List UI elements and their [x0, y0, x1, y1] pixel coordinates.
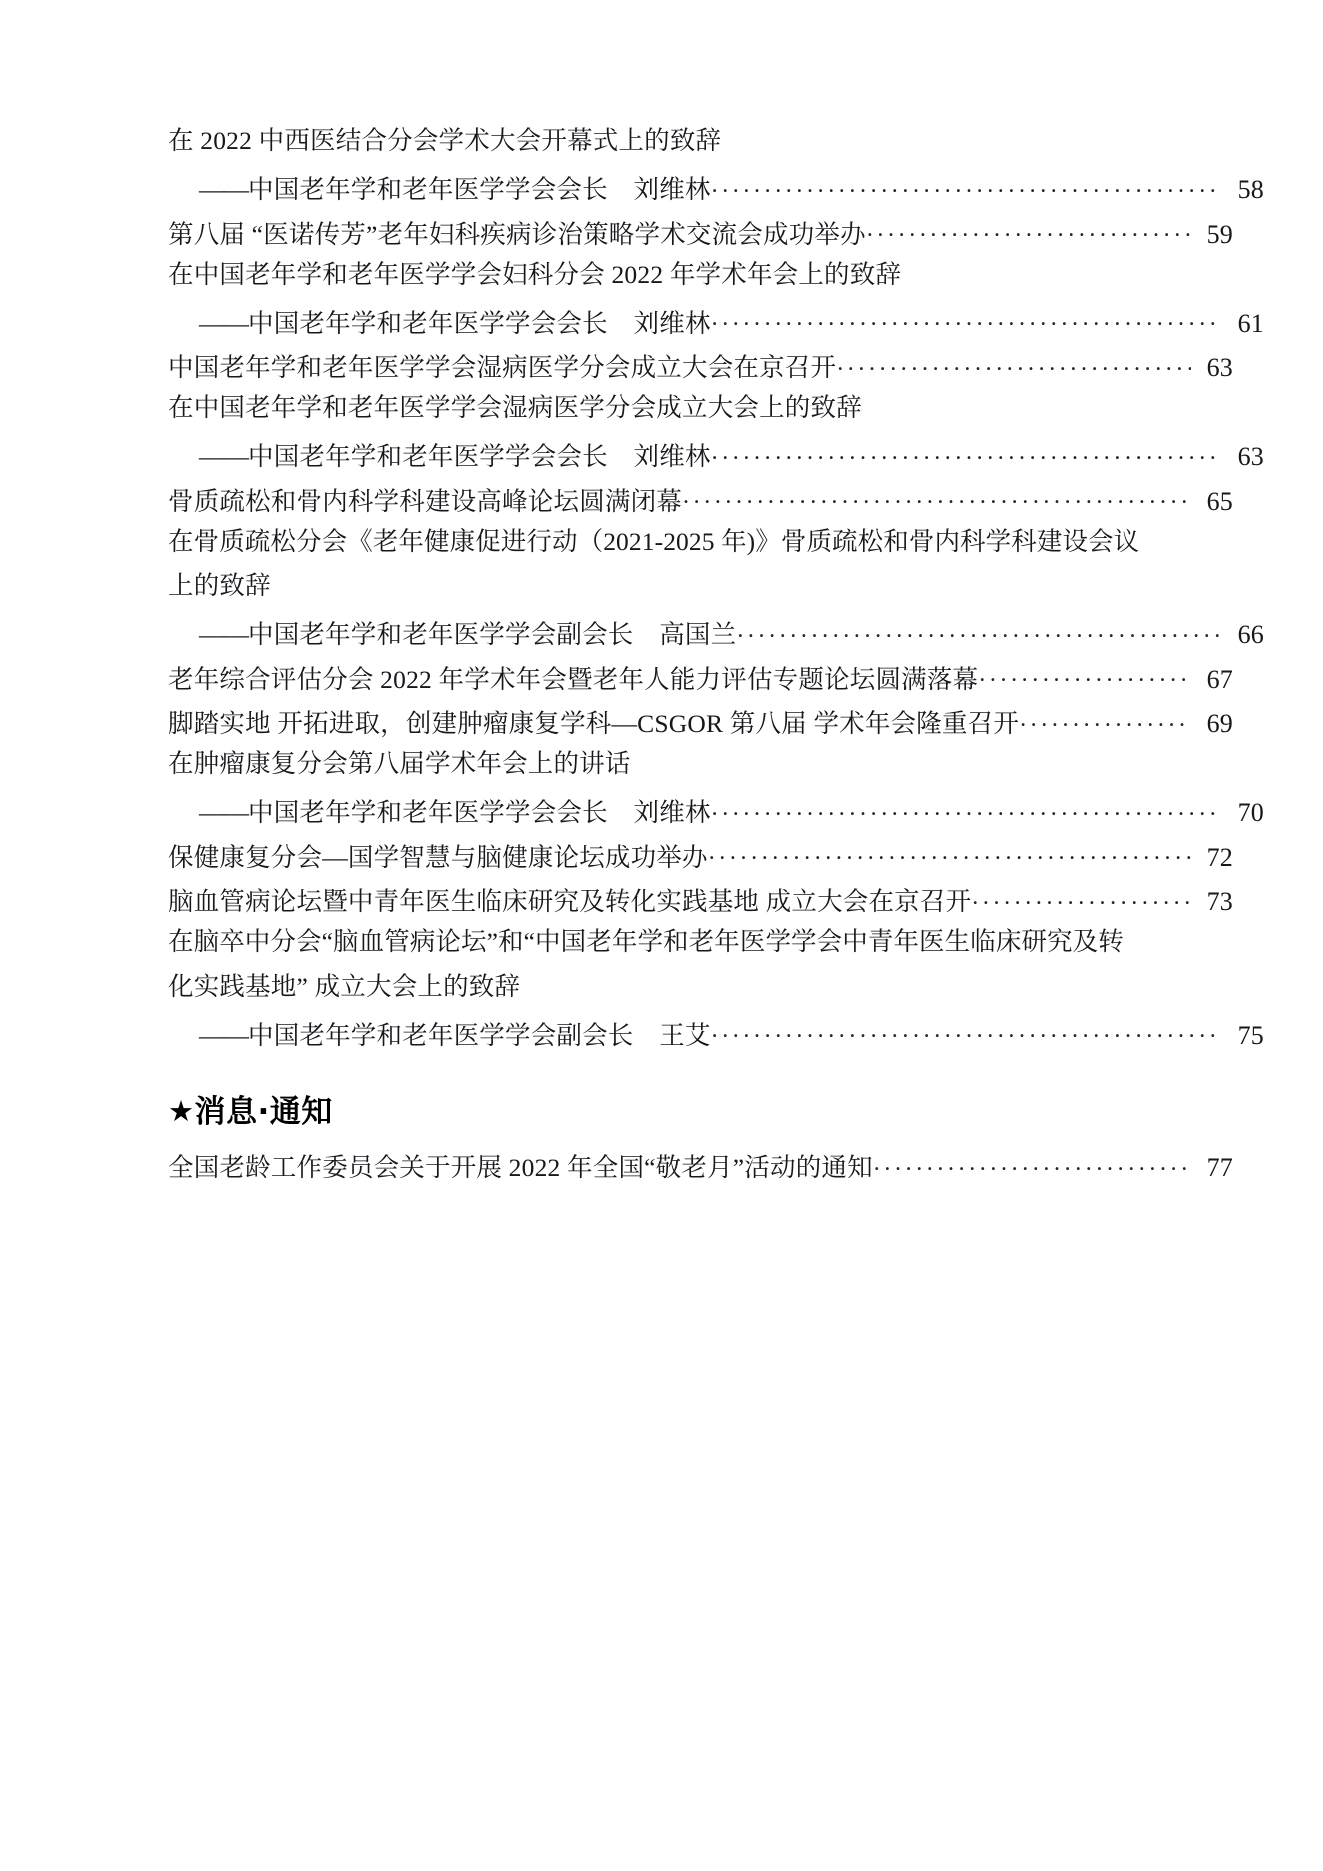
toc-title-line-wrapped — [168, 526, 1233, 574]
toc-entry-text: 化实践基地” 成立大会上的致辞 — [168, 971, 521, 1001]
dot-leader — [683, 484, 1191, 510]
toc-entry-text: —— 中国老年学和老年医学学会副会长 高国兰 — [199, 622, 736, 648]
dot-leader — [712, 306, 1222, 332]
toc-entry-row[interactable] — [168, 707, 1233, 752]
page-number: 66 — [1237, 620, 1264, 649]
page-number: 59 — [1206, 219, 1233, 249]
toc-title-line — [168, 259, 1233, 307]
dot-leader — [712, 1018, 1222, 1044]
dot-leader — [712, 173, 1222, 199]
toc-entry-text: 脑血管病论坛暨中青年医生临床研究及转化实践基地 成立大会在京召开 — [168, 887, 972, 916]
toc-entry-text: 第八届 “医诺传芳”老年妇科疾病诊治策略学术交流会成功举办 — [168, 219, 866, 249]
toc-entry-text: 在脑卒中分会“脑血管病论坛”和“中国老年学和老年医学学会中青年医生临床研究及转 — [168, 927, 1124, 956]
page-number: 75 — [1237, 1020, 1264, 1050]
toc-byline-row[interactable] — [168, 306, 1264, 351]
toc-entry-text: 全国老龄工作委员会关于开展 2022 年全国“敬老月”活动的通知 — [168, 1153, 873, 1182]
section-heading — [168, 1093, 1233, 1130]
toc-entry-text: 骨质疏松和骨内科学科建设高峰论坛圆满闭幕 — [168, 486, 683, 516]
dot-leader — [712, 440, 1222, 466]
page-number: 70 — [1237, 798, 1264, 827]
toc-entry-row[interactable] — [168, 885, 1233, 930]
toc-entry-text: 保健康复分会—国学智慧与脑健康论坛成功举办 — [168, 842, 708, 872]
star-icon: ★ — [168, 1093, 195, 1128]
toc-entry-text: 中国老年学和老年医学学会湿病医学分会成立大会在京召开 — [168, 353, 837, 382]
page-number: 72 — [1206, 842, 1233, 872]
toc-entry-text: 上的致辞 — [168, 571, 271, 600]
toc-entry-text: 老年综合评估分会 2022 年学术年会暨老年人能力评估专题论坛圆满落幕 — [168, 664, 979, 694]
page-number: 65 — [1206, 486, 1233, 516]
table-of-contents — [168, 126, 1264, 1195]
section-heading-label: 消息·通知 — [194, 1093, 333, 1130]
toc-title-line — [168, 395, 1233, 440]
toc-byline-row[interactable] — [168, 440, 1264, 485]
page-number: 77 — [1206, 1153, 1233, 1182]
dot-leader — [979, 662, 1191, 688]
toc-entry-text: 在中国老年学和老年医学学会湿病医学分会成立大会上的致辞 — [168, 393, 862, 422]
page-number: 73 — [1206, 887, 1233, 916]
toc-entry-row[interactable] — [168, 1151, 1233, 1196]
dot-leader — [737, 618, 1222, 644]
toc-entry-text: —— 中国老年学和老年医学学会会长 刘维林 — [199, 800, 711, 826]
page-number: 63 — [1206, 353, 1233, 382]
dot-leader — [972, 885, 1191, 911]
toc-entry-row[interactable] — [168, 484, 1233, 529]
toc-entry-text: —— 中国老年学和老年医学学会会长 刘维林 — [199, 311, 711, 337]
toc-byline-row[interactable] — [168, 618, 1264, 663]
dot-leader — [874, 1151, 1191, 1177]
toc-title-line-continuation — [168, 971, 1233, 1019]
dot-leader — [837, 351, 1191, 377]
toc-entry-row[interactable] — [168, 351, 1233, 396]
page-number: 63 — [1237, 442, 1264, 471]
toc-byline-row[interactable] — [168, 1018, 1264, 1063]
toc-byline-row[interactable] — [168, 796, 1264, 841]
toc-entry-row[interactable] — [168, 840, 1233, 885]
toc-entry-text: 在 2022 中西医结合分会学术大会开幕式上的致辞 — [168, 126, 722, 155]
toc-entry-text: 脚踏实地 开拓进取，创建肿瘤康复学科—CSGOR 第八届 学术年会隆重召开 — [168, 709, 1020, 738]
dot-leader — [709, 840, 1191, 866]
page-number: 67 — [1206, 664, 1233, 694]
toc-title-line-continuation — [168, 573, 1233, 618]
dot-leader — [712, 796, 1222, 822]
dot-leader — [867, 217, 1191, 243]
toc-entry-text: 在骨质疏松分会《老年健康促进行动（2021-2025 年)》骨质疏松和骨内科学科建设会议 — [168, 526, 1140, 556]
toc-title-line — [168, 128, 1233, 173]
page-number: 58 — [1237, 175, 1264, 204]
toc-entry-text: 在中国老年学和老年医学学会妇科分会 2022 年学术年会上的致辞 — [168, 259, 902, 289]
toc-entry-text: —— 中国老年学和老年医学学会会长 刘维林 — [199, 177, 711, 203]
toc-title-line-wrapped — [168, 929, 1233, 974]
toc-byline-row[interactable] — [168, 173, 1264, 218]
toc-entry-text: —— 中国老年学和老年医学学会副会长 王艾 — [199, 1023, 711, 1049]
toc-entry-text: —— 中国老年学和老年医学学会会长 刘维林 — [199, 444, 711, 470]
toc-entry-row[interactable] — [168, 662, 1233, 707]
toc-entry-row[interactable] — [168, 217, 1233, 262]
page-number: 69 — [1206, 709, 1233, 738]
dot-leader — [1020, 707, 1191, 733]
page-number: 61 — [1237, 308, 1264, 338]
toc-title-line — [168, 751, 1233, 796]
toc-entry-text: 在肿瘤康复分会第八届学术年会上的讲话 — [168, 749, 631, 778]
